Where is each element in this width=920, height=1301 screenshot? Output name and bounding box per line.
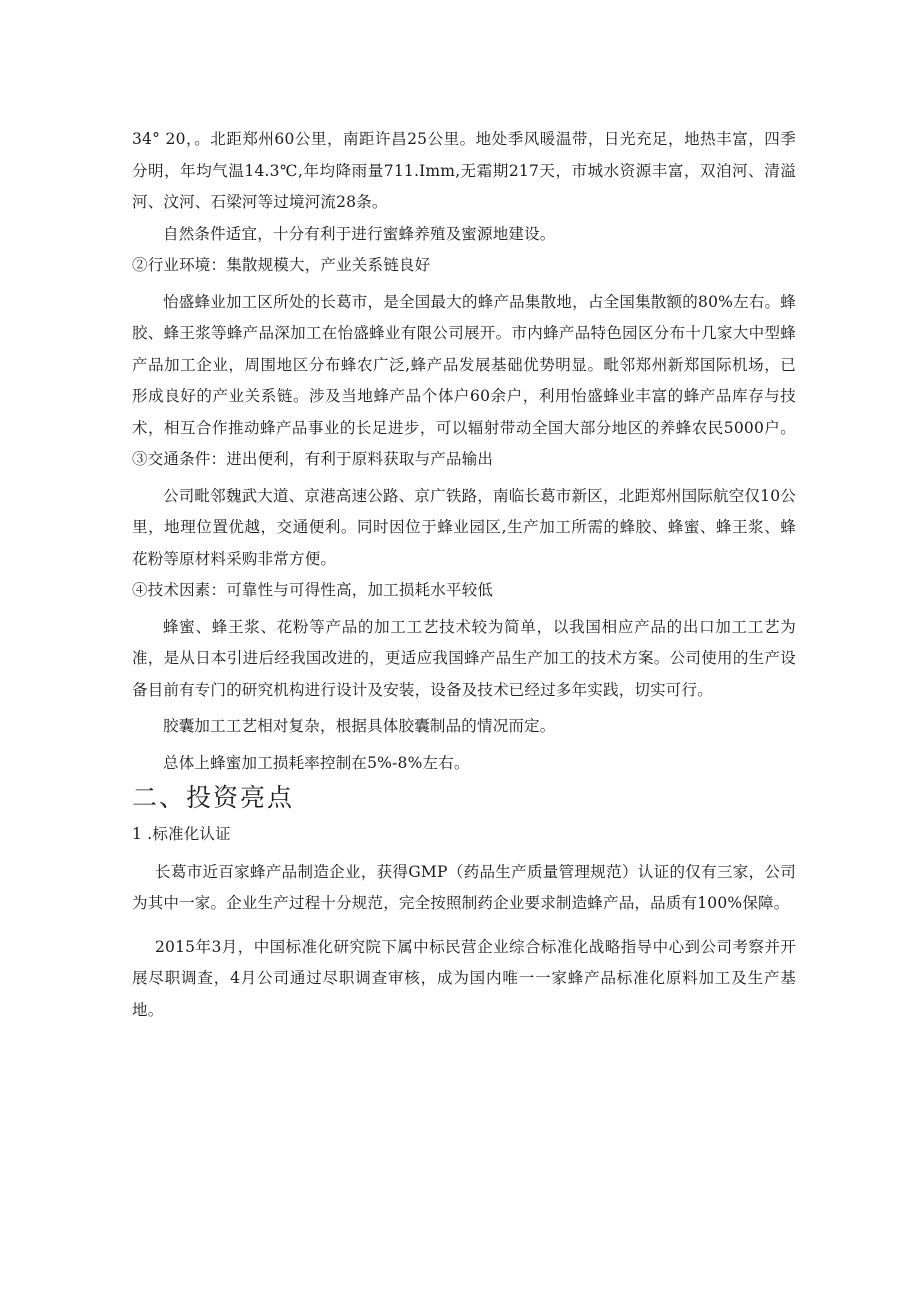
natural-conditions-paragraph: 自然条件适宜，十分有利于进行蜜蜂养殖及蜜源地建设。 bbox=[163, 224, 556, 243]
loss-rate-paragraph: 总体上蜂蜜加工损耗率控制在5%-8%左右。 bbox=[163, 753, 470, 772]
capsule-paragraph: 胶囊加工工艺相对复杂，根据具体胶囊制品的情况而定。 bbox=[163, 717, 556, 735]
section-heading: 二、投资亮点 bbox=[132, 783, 295, 812]
industry-environment-title: ②行业环境：集散规模大，产业关系链良好 bbox=[132, 256, 431, 274]
standardization-paragraph: 2015年3月，中国标准化研究院下属中标民营企业综合标准化战略指导中心到公司考察并开展尽职调查，4月公司通过尽职调查审核，成为国内唯一一家蜂产品标准化原料加工及生产基地。 bbox=[132, 937, 796, 1019]
technology-paragraph: 蜂蜜、蜂王浆、花粉等产品的加工工艺技术较为简单，以我国相应产品的出口加工工艺为准，是从日本引进后经我国改进的，更适应我国蜂产品生产加工的技术方案。公司使用的生产设备目前有专门的研究机构进行设计及安装，设备及技术已经过多年实践，切实可行。 bbox=[132, 617, 796, 699]
document-body bbox=[132, 124, 796, 1026]
technology-title: ④技术因素：可靠性与可得性高，加工损耗水平较低 bbox=[132, 581, 494, 599]
transport-paragraph: 公司毗邻魏武大道、京港高速公路、京广铁路，南临长葛市新区，北距郑州国际航空仅10公里，地理位置优越，交通便利。同时因位于蜂业园区,生产加工所需的蜂胶、蜂蜜、蜂王浆、蜂花粉等原材料采购非常方便。 bbox=[132, 486, 796, 568]
subsection-heading: 1 .标准化认证 bbox=[132, 825, 231, 843]
gmp-paragraph: 长葛市近百家蜂产品制造企业，获得GMP（药品生产质量管理规范）认证的仅有三家，公司为其中一家。企业生产过程十分规范，完全按照制药企业要求制造蜂产品，品质有100%保障。 bbox=[132, 862, 796, 912]
industry-environment-paragraph: 怡盛蜂业加工区所处的长葛市，是全国最大的蜂产品集散地，占全国集散额的80%左右。蜂胶、蜂王浆等蜂产品深加工在怡盛蜂业有限公司展开。市内蜂产品特色园区分布十几家大中型蜂产品加工企业，周围地区分布蜂农广泛,蜂产品发展基础优势明显。毗邻郑州新郑国际机场，已形成良好的产业关系链。涉及当地蜂产品个体户60余户，利用怡盛蜂业丰富的蜂产品库存与技术，相互合作推动蜂产品事业的长足进步，可以辐射带动全国大部分地区的养蜂农民5000户。③交通条件：进出便利，有利于原料获取与产品输出 bbox=[132, 292, 796, 468]
climate-paragraph: 34° 20，。北距郑州60公里，南距许昌25公里。地处季风暖温带，日光充足，地热丰富，四季分明，年均气温14.3℃,年均降雨量711.Imm,无霜期217天，市城水资源丰富，双洎河、清溢河、汶河、石梁河等过境河流28条。 bbox=[132, 130, 796, 211]
